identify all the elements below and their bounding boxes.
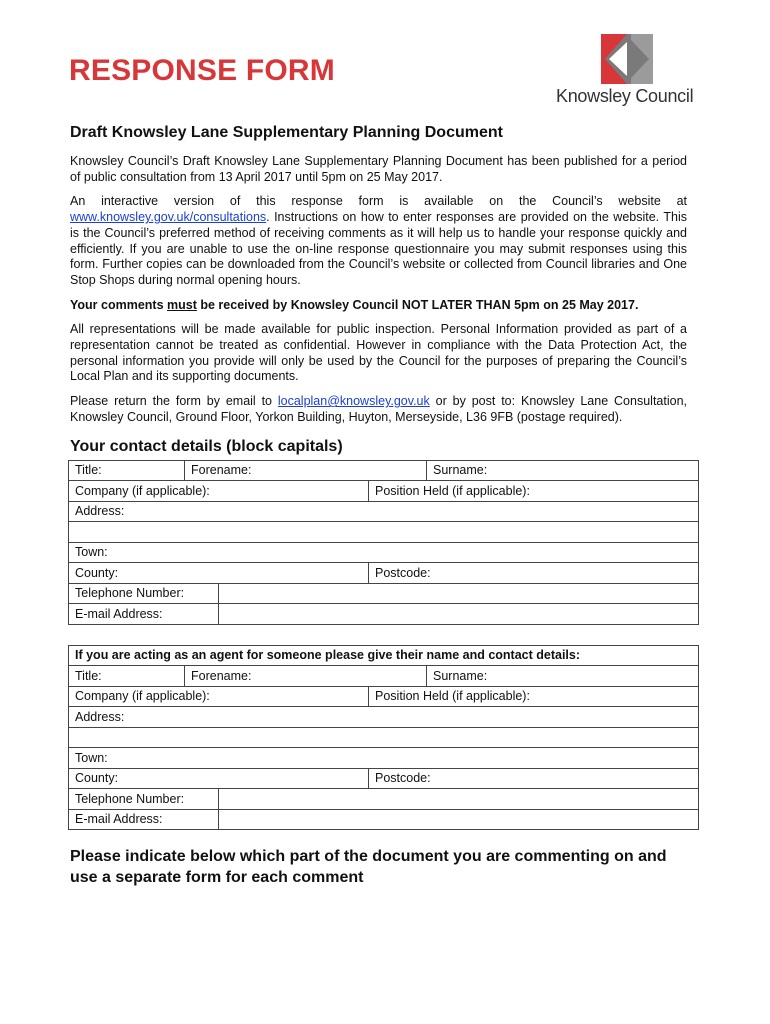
email-link[interactable]: localplan@knowsley.gov.uk (277, 394, 430, 409)
contact-details-table (68, 460, 699, 625)
table-row (69, 522, 699, 543)
agent-title-field[interactable]: Title: (69, 666, 185, 687)
agent-email-label: E-mail Address: (69, 809, 219, 830)
agent-surname-field[interactable]: Surname: (427, 666, 699, 687)
agent-heading: If you are acting as an agent for someone please give their name and contact details: (69, 645, 699, 666)
agent-forename-field[interactable]: Forename: (185, 666, 427, 687)
return-paragraph: Please return the form by email to localplan@knowsley.gov.uk or by post to: Knowsley Lane Consultation, Knowsley Council, Ground Floor, Yorkon Building, Huyton, Merseyside, L36 9FB (postage required). (70, 394, 687, 424)
postcode-field[interactable]: Postcode: (369, 563, 699, 584)
table-row (69, 707, 699, 728)
table-row (69, 768, 699, 789)
document-body (70, 124, 687, 888)
agent-position-field[interactable]: Position Held (if applicable): (369, 686, 699, 707)
table-row (69, 542, 699, 563)
address-field[interactable]: Address: (69, 501, 699, 522)
table-row (69, 809, 699, 830)
address-line-2-field[interactable] (69, 522, 699, 543)
agent-town-field[interactable]: Town: (69, 748, 699, 769)
consultations-link[interactable]: www.knowsley.gov.uk/consultations (70, 210, 267, 225)
form-title: RESPONSE FORM (69, 54, 335, 87)
online-form-paragraph: An interactive version of this response form is available on the Council’s website at www.knowsley.gov.uk/consultations. Instructions on how to enter responses are provided on the website. This is the Council’s preferred method of receiving comments as it will help us to handle your response quickly and efficiently. If you are unable to use the on-line response questionnaire you may submit responses using this form. Further copies can be downloaded from the Council’s website or collected from Council libraries and One Stop Shops during normal opening hours. (70, 194, 687, 287)
table-row (69, 481, 699, 502)
table-row (69, 604, 699, 625)
surname-field[interactable]: Surname: (427, 460, 699, 481)
town-field[interactable]: Town: (69, 542, 699, 563)
forename-field[interactable]: Forename: (185, 460, 427, 481)
email-label: E-mail Address: (69, 604, 219, 625)
comment-instructions-heading: Please indicate below which part of the document you are commenting on and use a separate form for each comment (70, 848, 667, 887)
company-field[interactable]: Company (if applicable): (69, 481, 369, 502)
county-field[interactable]: County: (69, 563, 369, 584)
agent-telephone-field[interactable] (219, 789, 699, 810)
table-row (69, 563, 699, 584)
document-subtitle: Draft Knowsley Lane Supplementary Planning Document (70, 124, 503, 141)
table-row (69, 645, 699, 666)
logo-mark-icon (601, 34, 653, 84)
privacy-paragraph: All representations will be made available for public inspection. Personal Information provided as part of a representation cannot be treated as confidential. However in compliance with the Data Protection Act, the personal information you provide will only be used by the Council for the purposes of preparing the Council’s Local Plan and its supporting documents. (70, 322, 687, 384)
telephone-field[interactable] (219, 583, 699, 604)
agent-address-line-2-field[interactable] (69, 727, 699, 748)
telephone-label: Telephone Number: (69, 583, 219, 604)
agent-details-table (68, 645, 699, 831)
deadline-paragraph: Your comments must be received by Knowsley Council NOT LATER THAN 5pm on 25 May 2017. (70, 297, 639, 312)
table-row (69, 789, 699, 810)
agent-company-field[interactable]: Company (if applicable): (69, 686, 369, 707)
knowsley-council-logo (556, 34, 701, 110)
table-row (69, 727, 699, 748)
contact-details-heading: Your contact details (block capitals) (70, 437, 343, 455)
position-field[interactable]: Position Held (if applicable): (369, 481, 699, 502)
logo-text: Knowsley Council (556, 86, 694, 106)
agent-county-field[interactable]: County: (69, 768, 369, 789)
table-row (69, 583, 699, 604)
agent-email-field[interactable] (219, 809, 699, 830)
table-row (69, 686, 699, 707)
table-row (69, 748, 699, 769)
table-row (69, 666, 699, 687)
agent-address-field[interactable]: Address: (69, 707, 699, 728)
intro-paragraph: Knowsley Council’s Draft Knowsley Lane Supplementary Planning Document has been published for a period of public consultation from 13 April 2017 until 5pm on 25 May 2017. (70, 154, 687, 184)
agent-telephone-label: Telephone Number: (69, 789, 219, 810)
agent-postcode-field[interactable]: Postcode: (369, 768, 699, 789)
table-row (69, 501, 699, 522)
title-field[interactable]: Title: (69, 460, 185, 481)
email-field[interactable] (219, 604, 699, 625)
table-row (69, 460, 699, 481)
